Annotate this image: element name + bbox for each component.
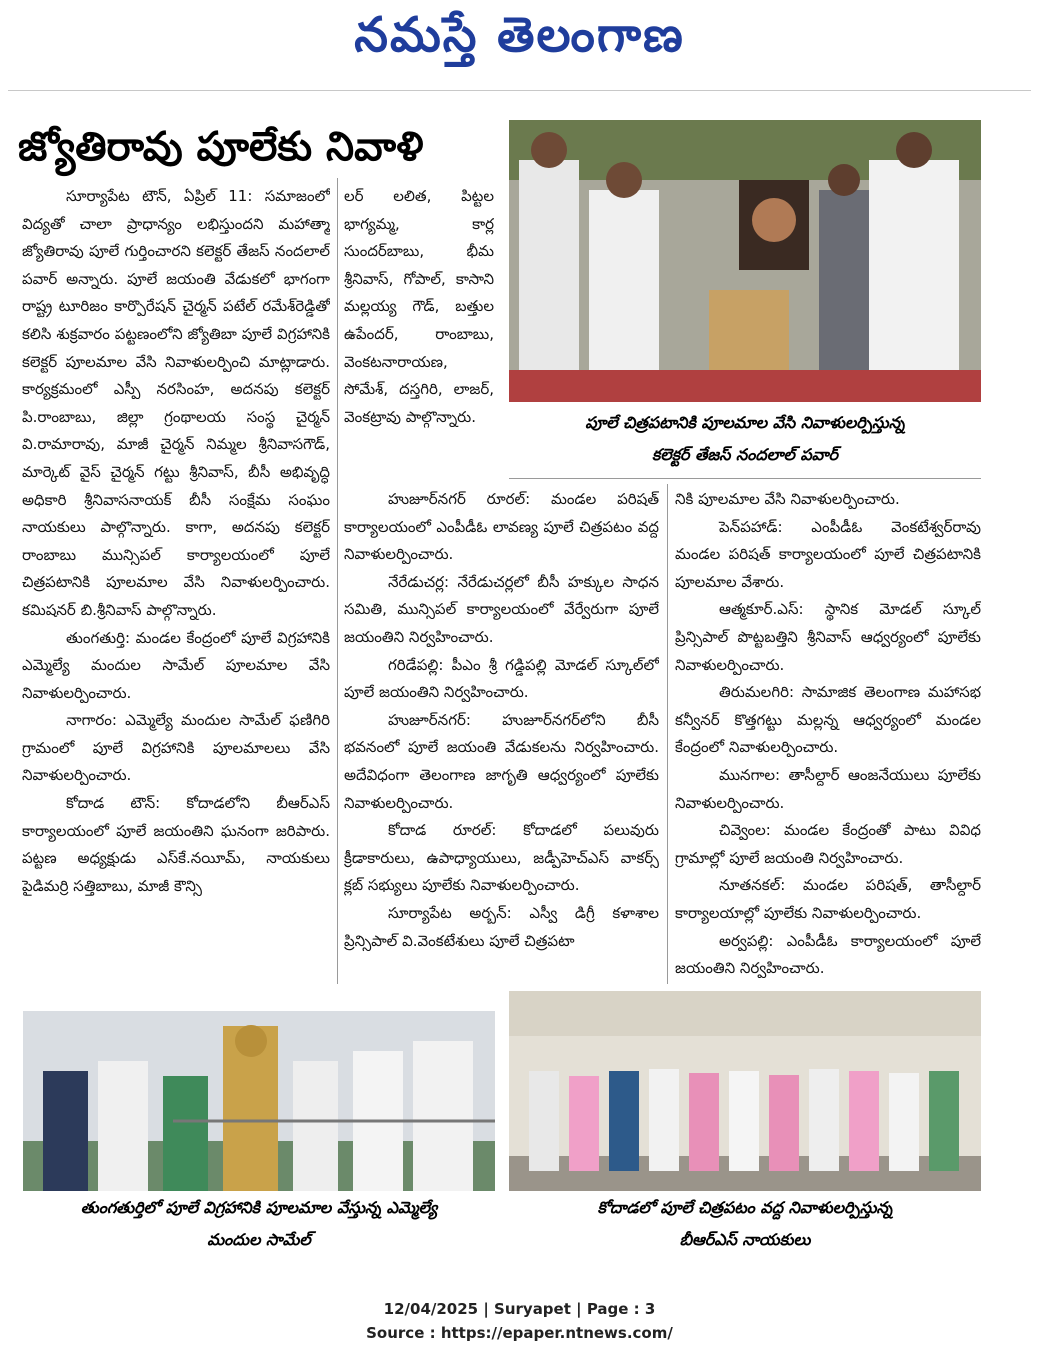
caption-line: తుంగతుర్తిలో పూలే విగ్రహానికి పూలమాల వేస్తున్న ఎమ్మెల్యే	[80, 1198, 438, 1217]
caption-line: కోదాడలో పూలే చిత్రపటం వద్ద నివాళులర్పిస్తున్న	[597, 1198, 893, 1217]
masthead-divider	[8, 90, 1031, 91]
paragraph: సూర్యాపేట టౌన్, ఏప్రిల్ 11: సమాజంలో విద్యతో చాలా ప్రాధాన్యం లభిస్తుందని మహాత్మా జ్యోతిరావు పూలే గుర్తించారని కలెక్టర్ తేజస్ నందలాల్ పవార్ అన్నారు. పూలే జయంతి వేడుకలో భాగంగా రాష్ట్ర టూరిజం కార్పొరేషన్ చైర్మన్ పటేల్ రమేశ్‌రెడ్డితో కలిసి శుక్రవారం పట్టణంలోని జ్యోతిబా పూలే విగ్రహానికి కలెక్టర్ పూలమాల వేసి నివాళులర్పించి మాట్లాడారు. కార్యక్రమంలో ఎస్పీ నరసింహ, అదనపు కలెక్టర్ పి.రాంబాబు, జిల్లా గ్రంథాలయ సంస్థ చైర్మన్ వి.రామారావు, మాజీ చైర్మన్ నిమ్మల శ్రీనివాసగౌడ్, మార్కెట్ వైస్ చైర్మన్ గట్టు శ్రీనివాస్, బీసీ అభివృద్ధి అధికారి శ్రీనివాసనాయక్ బీసీ సంక్షేమ సంఘం నాయకులు పాల్గొన్నారు. కాగా, అదనపు కలెక్టర్ రాంబాబు మున్సిపల్ కార్యాలయంలో పూలే చిత్రపటానికి పూలమాల వేసి నివాళులర్పించారు. కమిషనర్ బి.శ్రీనివాస్ పాల్గొన్నారు.	[22, 187, 330, 619]
caption-line: మందుల సామేల్	[207, 1230, 311, 1249]
paragraph: కోదాడ రూరల్: కోదాడలో పలువురు క్రీడాకారులు, ఉపాధ్యాయులు, జడ్పీహెచ్ఎస్ వాకర్స్ క్లబ్ సభ్యులు పూలేకు నివాళులర్పించారు.	[344, 821, 659, 895]
caption-line: పూలే చిత్రపటానికి పూలమాల వేసి నివాళులర్పిస్తున్న	[585, 413, 905, 432]
paragraph: నాగారం: ఎమ్మెల్యే మందుల సామేల్ ఫణిగిరి గ్రామంలో పూలే విగ్రహానికి పూలమాలలు వేసి నివాళులర్పించారు.	[22, 711, 330, 785]
article-column-1	[22, 183, 330, 988]
paragraph: హుజూర్‌నగర్ రూరల్: మండల పరిషత్ కార్యాలయంలో ఎంపీడీఓ లావణ్య పూలే చిత్రపటం వద్ద నివాళులర్పించారు.	[344, 490, 659, 564]
column-divider	[337, 178, 338, 984]
section-divider	[509, 478, 981, 479]
caption-line: బీఆర్ఎస్ నాయకులు	[679, 1230, 811, 1249]
article-column-2-top	[344, 183, 494, 478]
photo-brs-leaders	[509, 991, 981, 1191]
paragraph: లర్ లలిత, పిట్టల భాగ్యమ్మ, కార్ల సుందర్‌బాబు, భీమ శ్రీనివాస్, గోపాల్, కాసాని మల్లయ్య గౌడ్, బత్తుల ఉపేందర్, రాంబాబు, వెంకటనారాయణ, సోమేశ్, దస్తగిరి, లాజర్, వెంకట్రావు పాల్గొన్నారు.	[344, 187, 494, 426]
column-divider	[667, 484, 668, 984]
paragraph: అర్వపల్లి: ఎంపీడీఓ కార్యాలయంలో పూలే జయంతిని నిర్వహించారు.	[675, 931, 981, 978]
footer-date-page: 12/04/2025 | Suryapet | Page : 3	[383, 1300, 656, 1318]
paragraph: నికి పూలమాల వేసి నివాళులర్పించారు.	[675, 490, 900, 508]
paragraph: ఆత్మకూర్.ఎస్: స్థానిక మోడల్ స్కూల్ ప్రిన్సిపాల్ పొట్టబత్తిని శ్రీనివాస్ ఆధ్వర్యంలో పూలేకు నివాళులర్పించారు.	[675, 600, 981, 674]
paragraph: తుంగతుర్తి: మండల కేంద్రంలో పూలే విగ్రహానికి ఎమ్మెల్యే మందుల సామేల్ పూలమాల వేసి నివాళులర్పించారు.	[22, 628, 330, 702]
paragraph: మునగాల: తాసీల్దార్ ఆంజనేయులు పూలేకు నివాళులర్పించారు.	[675, 765, 981, 812]
paragraph: నేరేడుచర్ల: నేరేడుచర్లలో బీసీ హక్కుల సాధన సమితి, మున్సిపల్ కార్యాలయంలో వేర్వేరుగా పూలే జయంతిని నిర్వహించారు.	[344, 572, 659, 646]
article-column-3	[675, 486, 981, 986]
paragraph: నూతనకల్: మండల పరిషత్, తాసీల్దార్ కార్యాలయాల్లో పూలేకు నివాళులర్పించారు.	[675, 876, 981, 922]
paragraph: తిరుమలగిరి: సామాజిక తెలంగాణ మహాసభ కన్వీనర్ కొత్తగట్టు మల్లన్న ఆధ్వర్యంలో మండల కేంద్రంలో నివాళులర్పించారు.	[675, 683, 981, 757]
paragraph: పెన్‌పహాడ్: ఎంపీడీఓ వెంకటేశ్వర్‌రావు మండల పరిషత్ కార్యాలయంలో పూలే చిత్రపటానికి పూలమాల వేశారు.	[675, 517, 981, 591]
paragraph: గరిడేపల్లి: పీఎం శ్రీ గడ్డిపల్లి మోడల్ స్కూల్‌లో పూలే జయంతిని నిర్వహించారు.	[344, 655, 659, 702]
photo-mla-statue	[23, 1011, 495, 1191]
paragraph: కోదాడ టౌన్: కోదాడలోని బీఆర్ఎస్ కార్యాలయంలో పూలే జయంతిని ఘనంగా జరిపారు. పట్టణ అధ్యక్షుడు ఎస్‌కే.నయీమ్, నాయకులు పైడిమర్రి సత్తిబాబు, మాజీ కౌన్సి	[22, 794, 330, 895]
photo-caption-bottom-left	[23, 1192, 495, 1256]
photo-caption-top	[509, 407, 981, 471]
paragraph: హుజూర్‌నగర్: హుజూర్‌నగర్‌లోని బీసీ భవనంలో పూలే జయంతి వేడుకలను నిర్వహించారు. అదేవిధంగా తెలంగాణ జాగృతి ఆధ్వర్యంలో పూలేకు నివాళులర్పించారు.	[344, 710, 659, 812]
caption-line: కలెక్టర్ తేజస్ నందలాల్ పవార్	[652, 445, 838, 464]
paragraph: సూర్యాపేట అర్బన్: ఎస్వీ డిగ్రీ కళాశాల ప్రిన్సిపాల్ వి.వెంకటేశులు పూలే చిత్రపటా	[344, 903, 659, 950]
photo-collector-tribute	[509, 120, 981, 402]
footer-source-link[interactable]: Source : https://epaper.ntnews.com/	[366, 1324, 673, 1342]
masthead-title: నమస్తే తెలంగాణ	[354, 7, 685, 63]
article-column-2	[344, 486, 659, 986]
photo-caption-bottom-right	[509, 1192, 981, 1256]
paragraph: చివ్వెంల: మండల కేంద్రంతో పాటు వివిధ గ్రామాల్లో పూలే జయంతి నిర్వహించారు.	[675, 821, 981, 867]
article-headline: జ్యోతిరావు పూలేకు నివాళి	[18, 124, 424, 170]
